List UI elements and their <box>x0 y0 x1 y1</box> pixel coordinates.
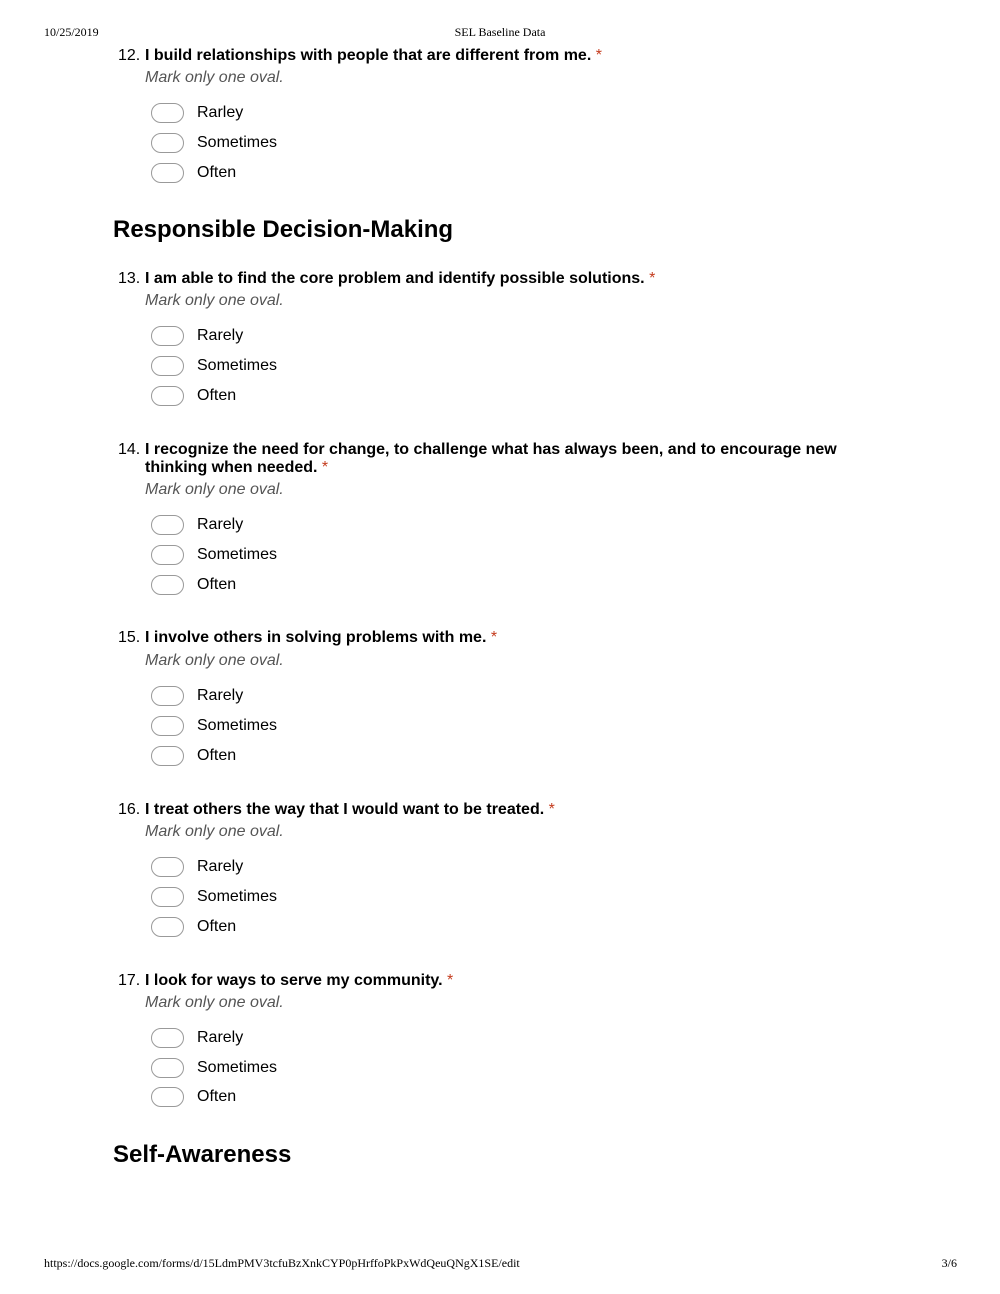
document-title: SEL Baseline Data <box>454 25 546 39</box>
radio-oval[interactable] <box>151 887 184 907</box>
question-number: 16. <box>118 801 141 818</box>
question-text: I treat others the way that I would want to be treated. <box>145 801 545 818</box>
option-often[interactable] <box>151 163 451 187</box>
print-header <box>0 25 1000 41</box>
option-sometimes[interactable] <box>151 356 451 380</box>
page-number: 3/6 <box>941 1256 957 1270</box>
question-text: I build relationships with people that are different from me. <box>145 47 592 64</box>
option-label: Often <box>197 576 237 593</box>
required-asterisk: * <box>548 801 555 818</box>
option-rarely[interactable] <box>151 857 451 881</box>
radio-oval[interactable] <box>151 857 184 877</box>
required-asterisk: * <box>321 459 329 476</box>
option-often[interactable] <box>151 746 451 770</box>
question-number: 17. <box>118 972 141 989</box>
option-label: Sometimes <box>197 134 278 151</box>
section-title-self-awareness: Self-Awareness <box>113 1141 292 1168</box>
section-title-responsible-decision-making: Responsible Decision-Making <box>113 216 454 243</box>
question-instructions: Mark only one oval. <box>145 823 284 840</box>
option-rarely[interactable] <box>151 326 451 350</box>
question-instructions: Mark only one oval. <box>145 69 284 86</box>
question-instructions: Mark only one oval. <box>145 652 284 669</box>
radio-oval[interactable] <box>151 133 184 153</box>
option-often[interactable] <box>151 575 451 599</box>
option-often[interactable] <box>151 386 451 410</box>
radio-oval[interactable] <box>151 716 184 736</box>
radio-oval[interactable] <box>151 1058 184 1078</box>
option-label: Rarley <box>197 104 244 121</box>
question-title <box>145 441 865 477</box>
question-instructions: Mark only one oval. <box>145 292 284 309</box>
print-date: 10/25/2019 <box>44 25 99 39</box>
radio-oval[interactable] <box>151 1087 184 1107</box>
option-sometimes[interactable] <box>151 545 451 569</box>
option-often[interactable] <box>151 1087 451 1111</box>
option-rarely[interactable] <box>151 515 451 539</box>
question-text: I am able to find the core problem and identify possible solutions. <box>145 270 645 287</box>
question-title <box>145 801 865 819</box>
radio-oval[interactable] <box>151 746 184 766</box>
option-label: Sometimes <box>197 888 278 905</box>
print-footer <box>0 1256 1000 1272</box>
option-label: Sometimes <box>197 717 278 734</box>
radio-oval[interactable] <box>151 326 184 346</box>
question-number: 15. <box>118 629 141 646</box>
option-rarley[interactable] <box>151 103 451 127</box>
required-asterisk: * <box>649 270 656 287</box>
option-label: Sometimes <box>197 357 278 374</box>
question-number: 14. <box>118 441 141 458</box>
option-often[interactable] <box>151 917 451 941</box>
option-label: Rarely <box>197 1029 244 1046</box>
option-label: Sometimes <box>197 1059 278 1076</box>
question-title <box>145 629 865 647</box>
option-label: Rarely <box>197 858 244 875</box>
required-asterisk: * <box>447 972 454 989</box>
radio-oval[interactable] <box>151 917 184 937</box>
radio-oval[interactable] <box>151 545 184 565</box>
question-title <box>145 270 865 288</box>
question-number: 13. <box>118 270 141 287</box>
required-asterisk: * <box>595 47 602 64</box>
option-label: Often <box>197 918 237 935</box>
question-number: 12. <box>118 47 141 64</box>
option-label: Often <box>197 164 237 181</box>
question-instructions: Mark only one oval. <box>145 481 284 498</box>
option-label: Rarely <box>197 327 244 344</box>
question-title <box>145 972 865 990</box>
form-url: https://docs.google.com/forms/d/15LdmPMV3tcfuBzXnkCYP0pHrffoPkPxWdQeuQNgX1SE/edit <box>44 1256 520 1270</box>
option-label: Sometimes <box>197 546 278 563</box>
radio-oval[interactable] <box>151 356 184 376</box>
question-instructions: Mark only one oval. <box>145 994 284 1011</box>
option-label: Often <box>197 1088 237 1105</box>
radio-oval[interactable] <box>151 575 184 595</box>
option-label: Often <box>197 387 237 404</box>
question-text: I recognize the need for change, to challenge what has always been, and to encourage new thinking when needed. <box>145 441 837 476</box>
radio-oval[interactable] <box>151 103 184 123</box>
radio-oval[interactable] <box>151 686 184 706</box>
question-text: I involve others in solving problems with me. <box>145 629 487 646</box>
question-text: I look for ways to serve my community. <box>145 972 443 989</box>
option-sometimes[interactable] <box>151 1058 451 1082</box>
option-rarely[interactable] <box>151 686 451 710</box>
radio-oval[interactable] <box>151 1028 184 1048</box>
radio-oval[interactable] <box>151 386 184 406</box>
question-title <box>145 47 865 65</box>
option-sometimes[interactable] <box>151 887 451 911</box>
radio-oval[interactable] <box>151 163 184 183</box>
option-label: Often <box>197 747 237 764</box>
required-asterisk: * <box>490 629 498 646</box>
radio-oval[interactable] <box>151 515 184 535</box>
option-sometimes[interactable] <box>151 133 451 157</box>
option-label: Rarely <box>197 687 244 704</box>
option-label: Rarely <box>197 516 244 533</box>
option-rarely[interactable] <box>151 1028 451 1052</box>
option-sometimes[interactable] <box>151 716 451 740</box>
